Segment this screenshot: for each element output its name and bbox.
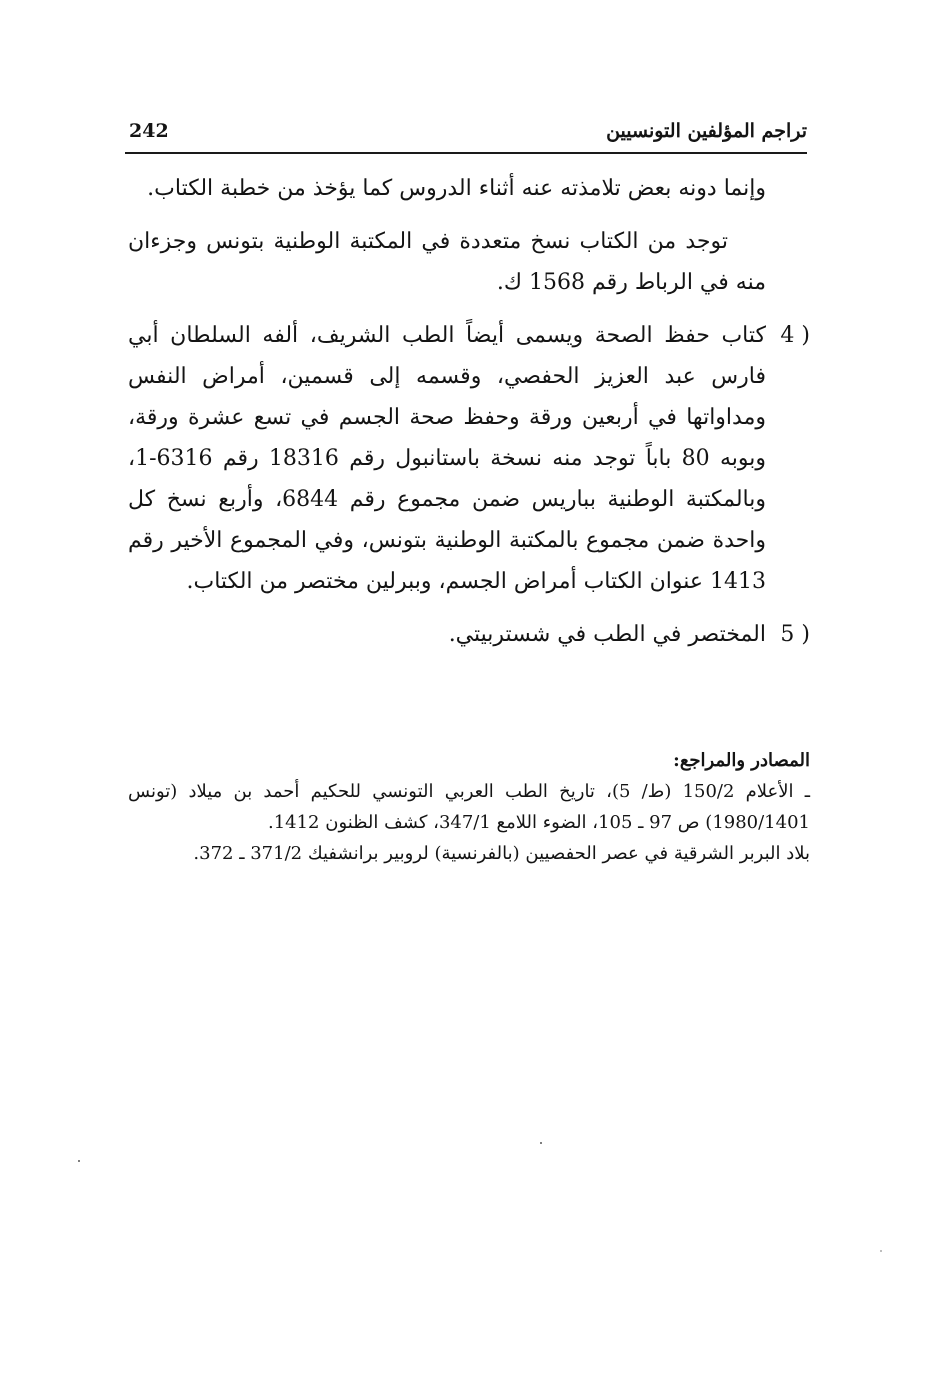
scan-speck [540,1142,542,1144]
running-title: تراجم المؤلفين التونسيين [606,120,807,142]
sources-entry-2: بلاد البربر الشرقية في عصر الحفصيين (بالفرنسية) لروبير برانشفيك 371/2 ـ 372. [193,843,810,864]
list-item-4 [128,315,810,602]
paragraph-continuation: وإنما دونه بعض تلامذته عنه أثناء الدروس كما يؤخذ من خطبة الكتاب. [147,176,766,201]
scan-speck [880,1250,882,1252]
sources-entry-1: ـ الأعلام 150/2 (ط/ 5)، تاريخ الطب العربي التونسي للحكيم أحمد بن ميلاد (تونس 1980/1401) ص 97 ـ 105، الضوء اللامع 347/1، كشف الظنون 1412. [128,781,810,833]
paragraph-copies: توجد من الكتاب نسخ متعددة في المكتبة الوطنية بتونس وجزءان منه في الرباط رقم 1568 ك. [128,229,766,295]
main-text [128,168,810,667]
sources-section [128,745,810,869]
list-item-4-number: 4 ) [780,323,810,348]
list-item-5-text: المختصر في الطب في شستربيتي. [448,622,766,647]
running-header [125,116,807,154]
list-item-5 [128,614,810,655]
page-number: 242 [129,120,169,142]
list-item-5-number: 5 ) [780,622,810,647]
sources-heading: المصادر والمراجع: [673,750,810,771]
list-item-4-text: كتاب حفظ الصحة ويسمى أيضاً الطب الشريف، ألفه السلطان أبي فارس عبد العزيز الحفصي، وقسمه إلى قسمين، أمراض النفس ومداواتها في أربعين ورقة وحفظ صحة الجسم في تسع عشرة ورقة، وبوبه 80 باباً توجد منه نسخة باستانبول رقم 18316 رقم 6316-1، وبالمكتبة الوطنية بباريس ضمن مجموع رقم 6844، وأربع نسخ كل واحدة ضمن مجموع بالمكتبة الوطنية بتونس، وفي المجموع الأخير رقم 1413 عنوان الكتاب أمراض الجسم، وببرلين مختصر من الكتاب. [128,323,766,594]
scan-speck [78,1160,80,1162]
